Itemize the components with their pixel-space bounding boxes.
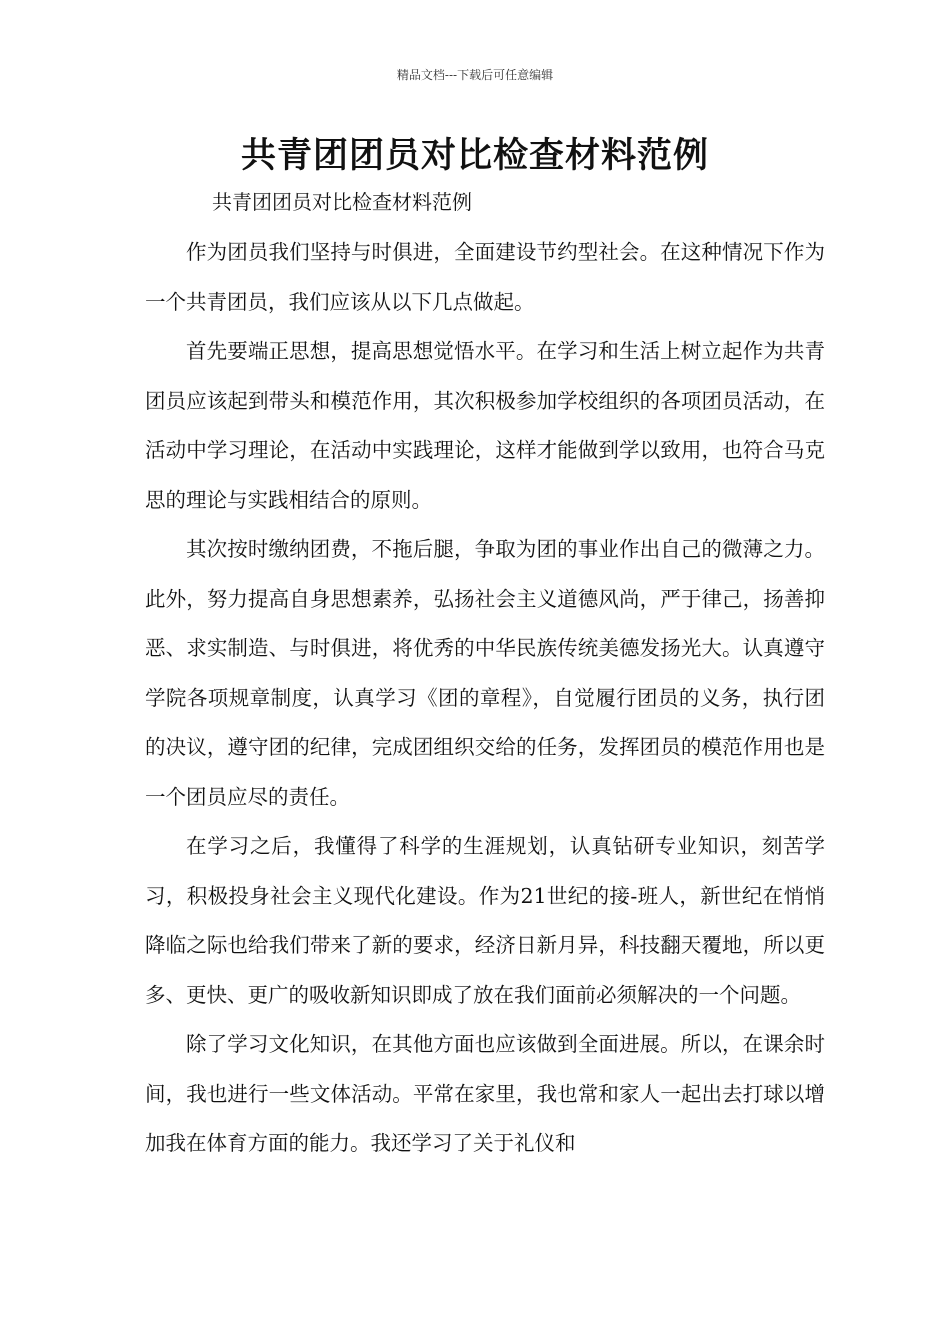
paragraph: 作为团员我们坚持与时俱进，全面建设节约型社会。在这种情况下作为一个共青团员，我们应该从以下几点做起。 [145,240,825,314]
document-subtitle: 共青团团员对比检查材料范例 [212,190,472,214]
document-title: 共青团团员对比检查材料范例 [240,136,709,176]
document-body [145,228,825,1169]
header-note: 精品文档---下载后可任意编辑 [396,68,554,82]
paragraph: 首先要端正思想，提高思想觉悟水平。在学习和生活上树立起作为共青团员应该起到带头和模范作用，其次积极参加学校组织的各项团员活动，在活动中学习理论，在活动中实践理论，这样才能做到学以致用，也符合马克思的理论与实践相结合的原则。 [145,339,825,512]
paragraph: 在学习之后，我懂得了科学的生涯规划，认真钻研专业知识，刻苦学习，积极投身社会主义现代化建设。作为21世纪的接-班人，新世纪在悄悄降临之际也给我们带来了新的要求，经济日新月异，科技翻天覆地，所以更多、更快、更广的吸收新知识即成了放在我们面前必须解决的一个问题。 [145,834,825,1007]
paragraph: 除了学习文化知识，在其他方面也应该做到全面进展。所以，在课余时间，我也进行一些文体活动。平常在家里，我也常和家人一起出去打球以增加我在体育方面的能力。我还学习了关于礼仪和 [145,1032,825,1155]
paragraph: 其次按时缴纳团费，不拖后腿，争取为团的事业作出自己的微薄之力。此外，努力提高自身思想素养，弘扬社会主义道德风尚，严于律己，扬善抑恶、求实制造、与时俱进，将优秀的中华民族传统美德发扬光大。认真遵守学院各项规章制度，认真学习《团的章程》，自觉履行团员的义务，执行团的决议，遵守团的纪律，完成团组织交给的任务，发挥团员的模范作用也是一个团员应尽的责任。 [145,537,825,809]
